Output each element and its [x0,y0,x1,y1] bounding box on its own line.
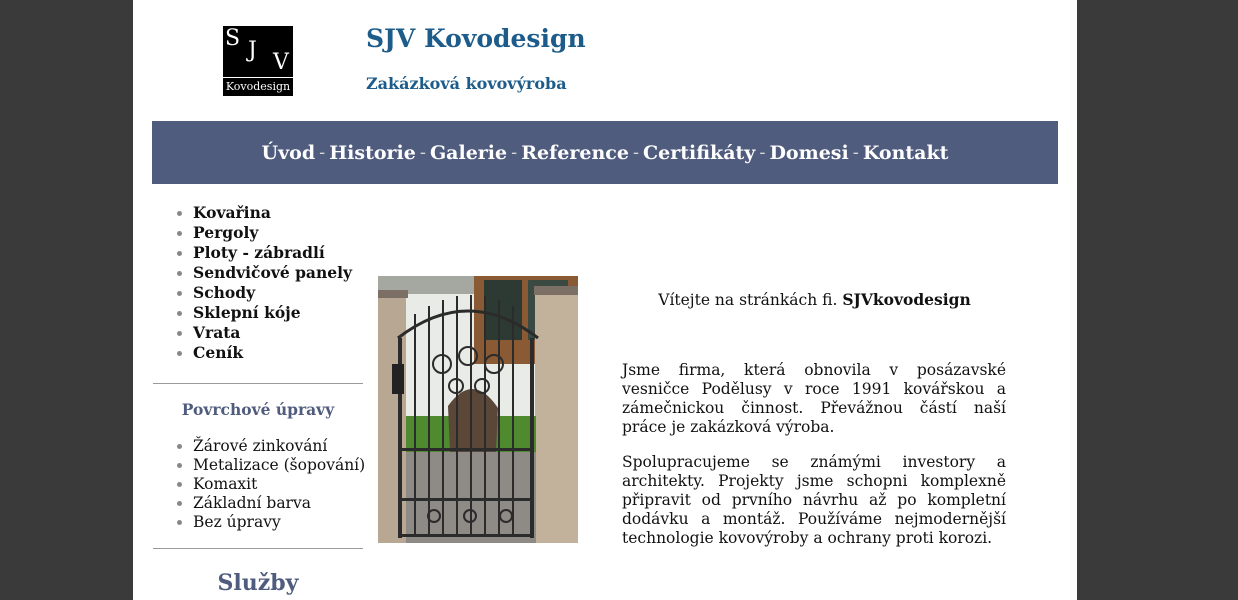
logo-wordmark: Kovodesign [223,77,293,97]
surface-finish-menu [173,437,365,532]
sidebar-item-schody[interactable] [193,283,352,303]
sidebar-item-label[interactable]: Metalizace (šopování) [193,456,366,474]
nav-separator: - [319,142,326,163]
site-subtitle: Zakázková kovovýroba [366,74,567,93]
logo-letter-v: V [273,50,289,75]
main-nav [152,121,1058,184]
sidebar-divider [153,548,363,549]
sidebar-item-vrata[interactable] [193,323,352,343]
site-title: SJV Kovodesign [366,24,586,53]
sidebar-item-sendvicove-panely[interactable] [193,263,352,283]
sidebar-item-label[interactable]: Pergoly [193,223,259,242]
sidebar-item-pergoly[interactable] [193,223,352,243]
sidebar-item-label[interactable]: Kovařina [193,203,271,222]
sidebar-item-label[interactable]: Sklepní kóje [193,303,301,322]
sidebar-item-label[interactable]: Vrata [193,323,241,342]
services-heading: Služby [217,570,299,596]
nav-separator: - [632,142,640,163]
sidebar-item-label[interactable]: Bez úpravy [193,513,281,531]
sidebar-item-komaxit[interactable] [193,475,365,494]
nav-item-galerie[interactable]: Galerie [429,141,508,164]
nav-item-certifikaty[interactable]: Certifikáty [643,141,756,164]
sidebar-item-label[interactable]: Ceník [193,343,244,362]
sidebar-item-label[interactable]: Sendvičové panely [193,263,353,282]
sidebar-item-cenik[interactable] [193,343,352,363]
sidebar-item-sklepni-koje[interactable] [193,303,352,323]
intro-paragraph: Jsme firma, která obnovila v posázavské vesničce Podělusy v roce 1991 kovářskou a zámečnickou činnost. Převážnou částí naší práce je zakázková výroba. [622,361,1006,436]
sidebar-item-label[interactable]: Schody [193,283,256,302]
company-name: SJVkovodesign [842,290,971,309]
sidebar-item-bez-upravy[interactable] [193,513,365,532]
products-menu [173,203,352,363]
sidebar-item-kovarina[interactable] [193,203,352,223]
nav-item-reference[interactable]: Reference [521,141,629,164]
sidebar-divider [153,383,363,384]
logo[interactable] [223,26,293,96]
welcome-text [623,290,1006,309]
sidebar-item-zakladni-barva[interactable] [193,494,365,513]
gate-photo [378,276,578,543]
sidebar-item-ploty-zabradli[interactable] [193,243,352,263]
nav-item-kontakt[interactable]: Kontakt [862,141,949,164]
sidebar-item-label[interactable]: Komaxit [193,475,258,493]
nav-item-historie[interactable]: Historie [329,141,416,164]
sidebar-item-metalizace[interactable] [193,456,365,475]
nav-separator: - [852,142,859,163]
nav-separator: - [511,142,518,163]
surface-finish-heading: Povrchové úpravy [181,400,335,419]
cooperation-paragraph: Spolupracujeme se známými investory a architekty. Projekty jsme schopni komplexně připravit od prvního návrhu až po kompletní dodávku a montáž. Používáme nejmodernější technologie kovovýroby a ochrany proti korozi. [622,453,1006,547]
sidebar-item-label[interactable]: Základní barva [193,494,311,512]
nav-item-domesi[interactable]: Domesi [769,141,849,164]
page [133,0,1077,600]
sidebar-item-label[interactable]: Žárové zinkování [193,437,328,455]
nav-separator: - [419,142,426,163]
nav-item-uvod[interactable]: Úvod [261,141,316,164]
sidebar-item-zarove-zinkovani[interactable] [193,437,365,456]
welcome-prefix: Vítejte na stránkách fi. [658,291,838,309]
logo-letter-j: J [248,38,257,63]
nav-separator: - [759,142,766,163]
logo-letter-s: S [225,26,241,51]
sidebar-item-label[interactable]: Ploty - zábradlí [193,243,325,262]
